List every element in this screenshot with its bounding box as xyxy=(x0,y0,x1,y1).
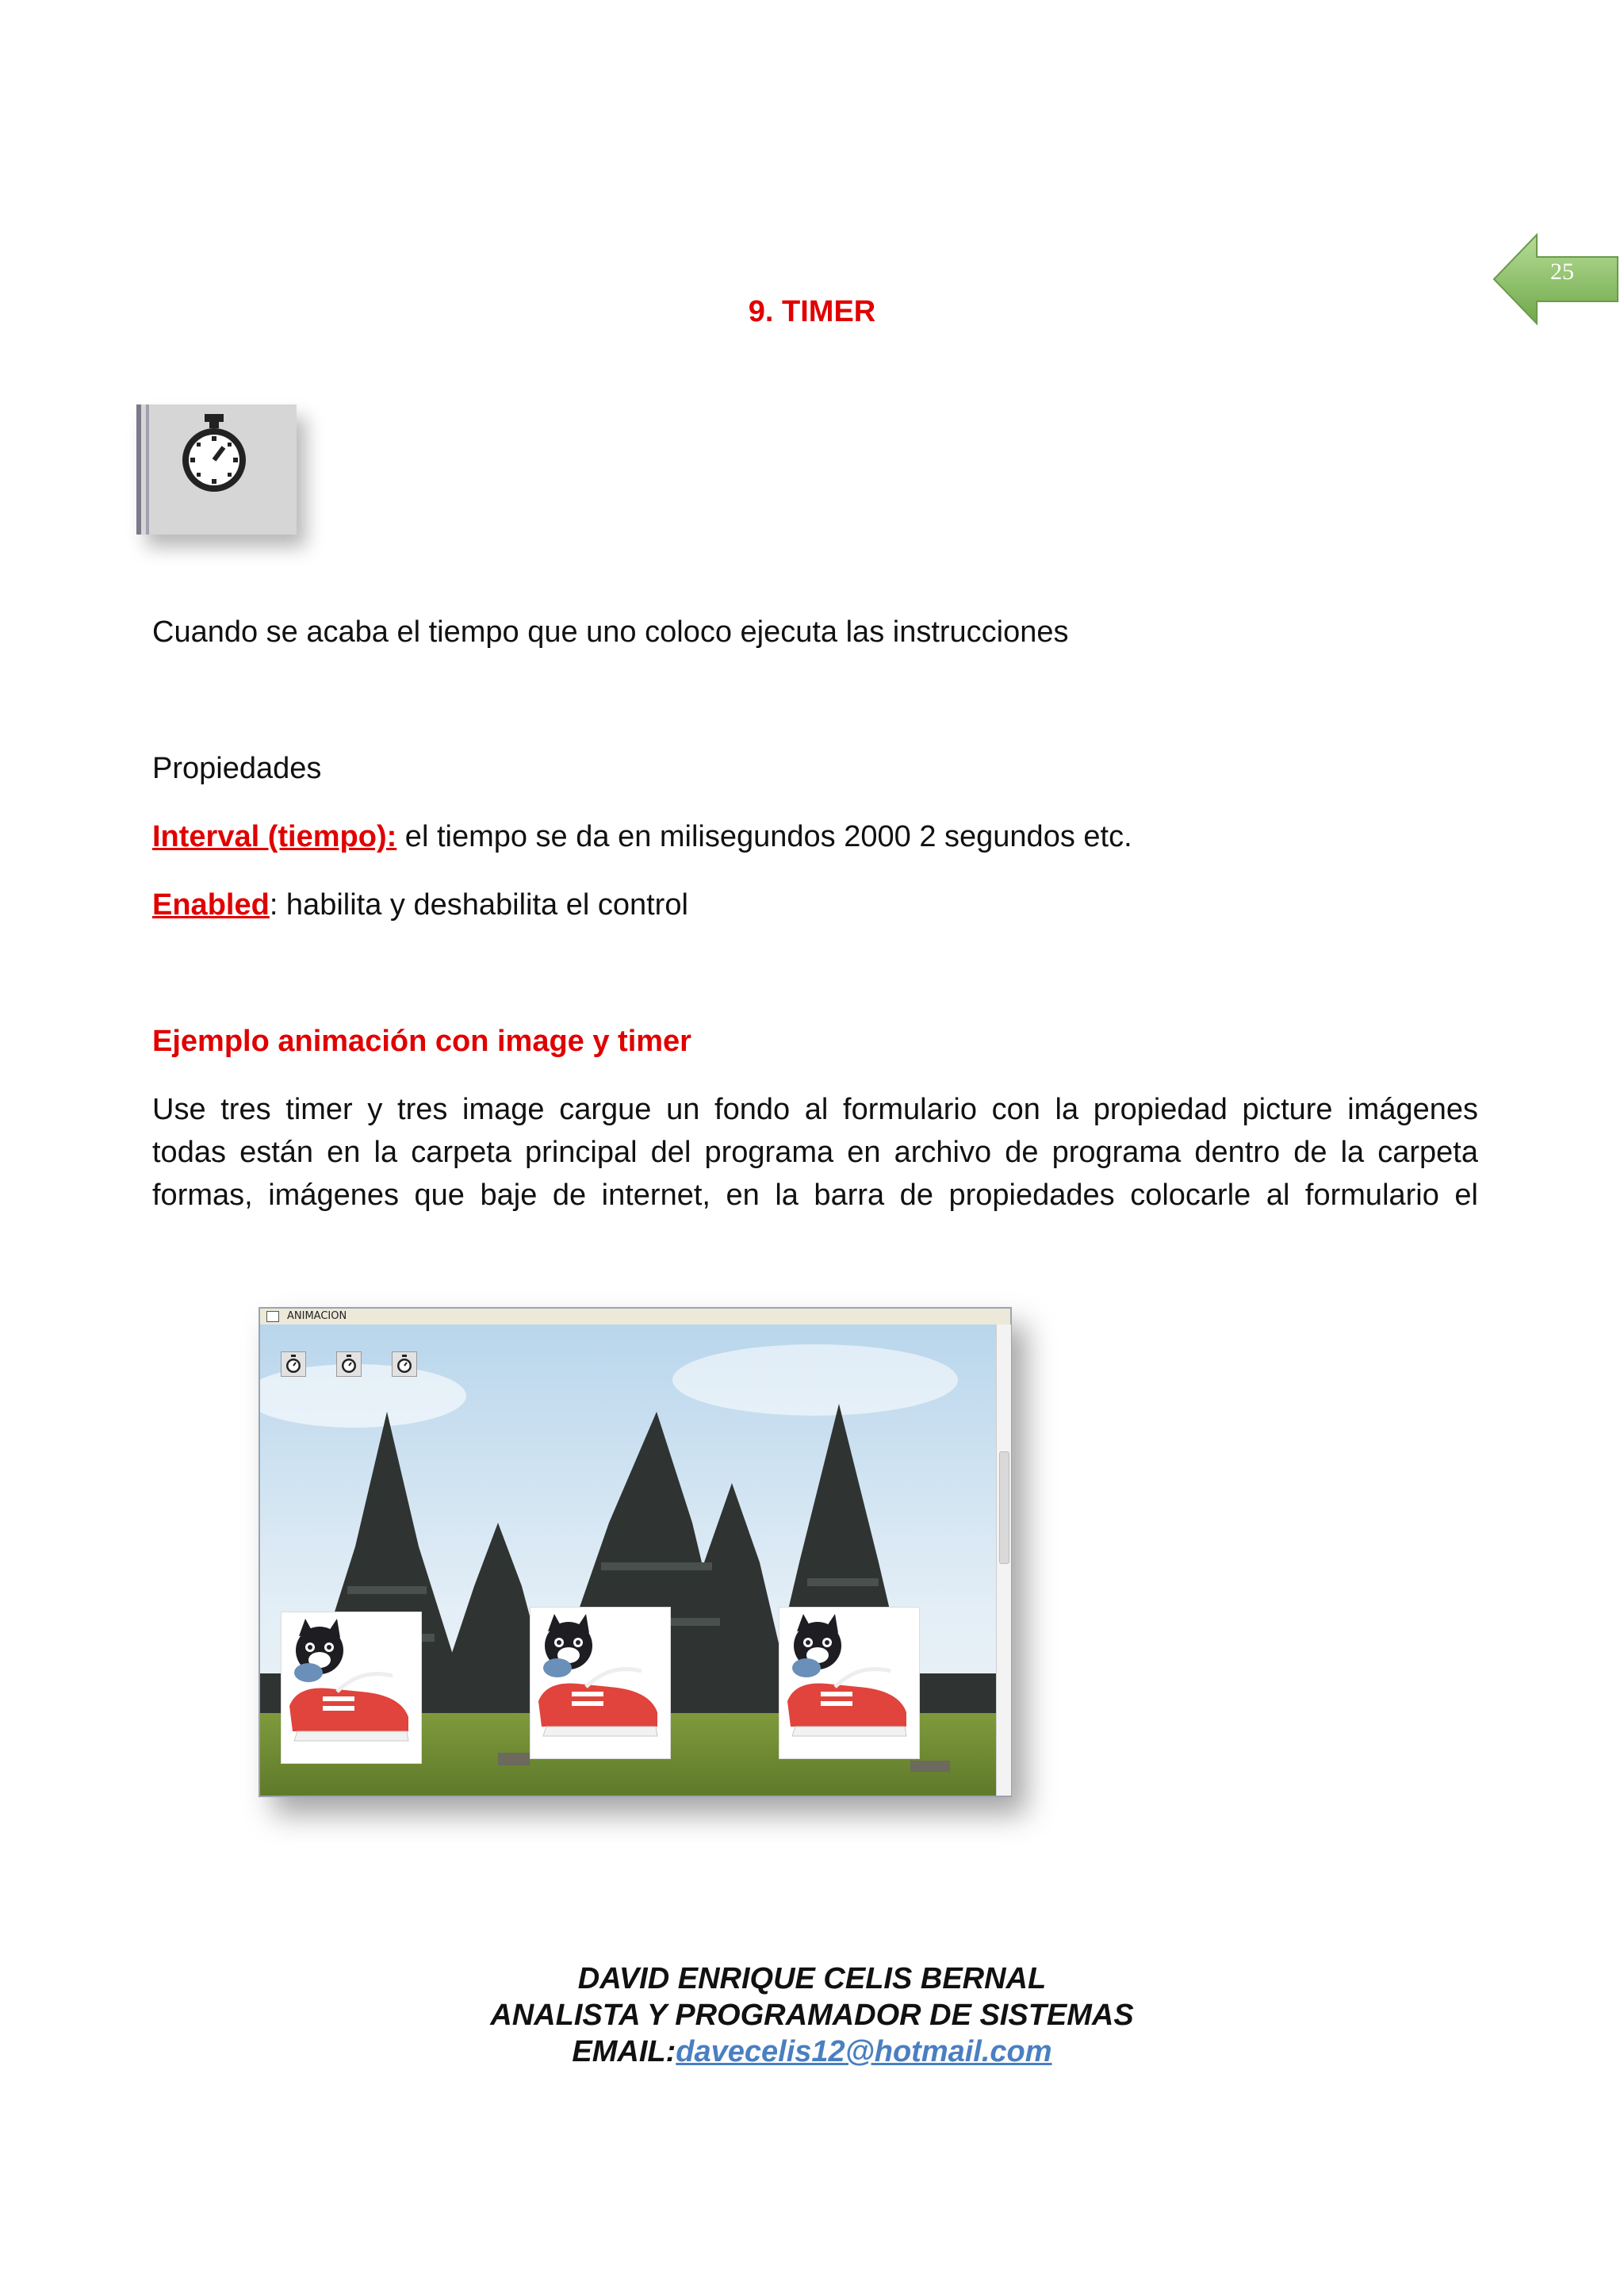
author-email xyxy=(0,2033,1624,2070)
image-control-2[interactable] xyxy=(530,1607,671,1759)
animation-form-window xyxy=(259,1307,1012,1797)
form-background-picture xyxy=(260,1324,996,1796)
example-heading: Ejemplo animación con image y timer xyxy=(152,1025,691,1058)
property-interval-text: el tiempo se da en milisegundos 2000 2 segundos etc. xyxy=(396,820,1132,853)
toolbox-edge xyxy=(136,404,141,535)
scrollbar-thumb[interactable] xyxy=(999,1451,1009,1564)
property-enabled-label: Enabled xyxy=(152,888,270,922)
timer-control-1[interactable] xyxy=(281,1351,306,1377)
email-label: EMAIL: xyxy=(572,2035,676,2068)
properties-heading: Propiedades xyxy=(152,752,322,785)
property-interval xyxy=(152,815,1478,858)
example-line: Use tres timer y tres image cargue un fondo al formulario con la propiedad picture imágenes xyxy=(152,1093,1478,1126)
section-title: 9. TIMER xyxy=(748,295,876,328)
email-link[interactable]: davecelis12@hotmail.com xyxy=(676,2035,1052,2068)
window-scrollbar[interactable] xyxy=(996,1324,1011,1796)
stopwatch-icon xyxy=(285,1355,302,1374)
window-icon xyxy=(266,1311,279,1322)
window-titlebar xyxy=(260,1309,1010,1325)
cat-in-shoes-image xyxy=(530,1608,670,1758)
cat-in-shoes-image xyxy=(282,1612,421,1763)
property-enabled xyxy=(152,884,1478,926)
property-enabled-text: : habilita y deshabilita el control xyxy=(269,888,688,922)
image-control-1[interactable] xyxy=(281,1612,422,1764)
timer-control-3[interactable] xyxy=(392,1351,417,1377)
toolbox-edge xyxy=(146,404,149,535)
stopwatch-icon xyxy=(174,411,254,498)
image-control-3[interactable] xyxy=(779,1607,920,1759)
page-number: 25 xyxy=(1550,259,1574,285)
property-interval-label: Interval (tiempo): xyxy=(152,820,397,853)
timer-control-2[interactable] xyxy=(336,1351,362,1377)
intro-text: Cuando se acaba el tiempo que uno coloco ejecuta las instrucciones xyxy=(152,615,1069,649)
timer-toolbox-icon xyxy=(136,404,297,535)
window-title: ANIMACION xyxy=(287,1310,347,1322)
stopwatch-icon xyxy=(340,1355,358,1374)
example-line: todas están en la carpeta principal del programa en archivo de programa dentro de la carpeta xyxy=(152,1136,1478,1169)
cat-in-shoes-image xyxy=(779,1608,919,1758)
stopwatch-icon xyxy=(396,1355,413,1374)
author-name: DAVID ENRIQUE CELIS BERNAL xyxy=(577,1962,1047,1995)
author-role: ANALISTA Y PROGRAMADOR DE SISTEMAS xyxy=(490,1999,1134,2032)
example-line: formas, imágenes que baje de internet, en la barra de propiedades colocarle al formulario el xyxy=(152,1179,1478,1212)
